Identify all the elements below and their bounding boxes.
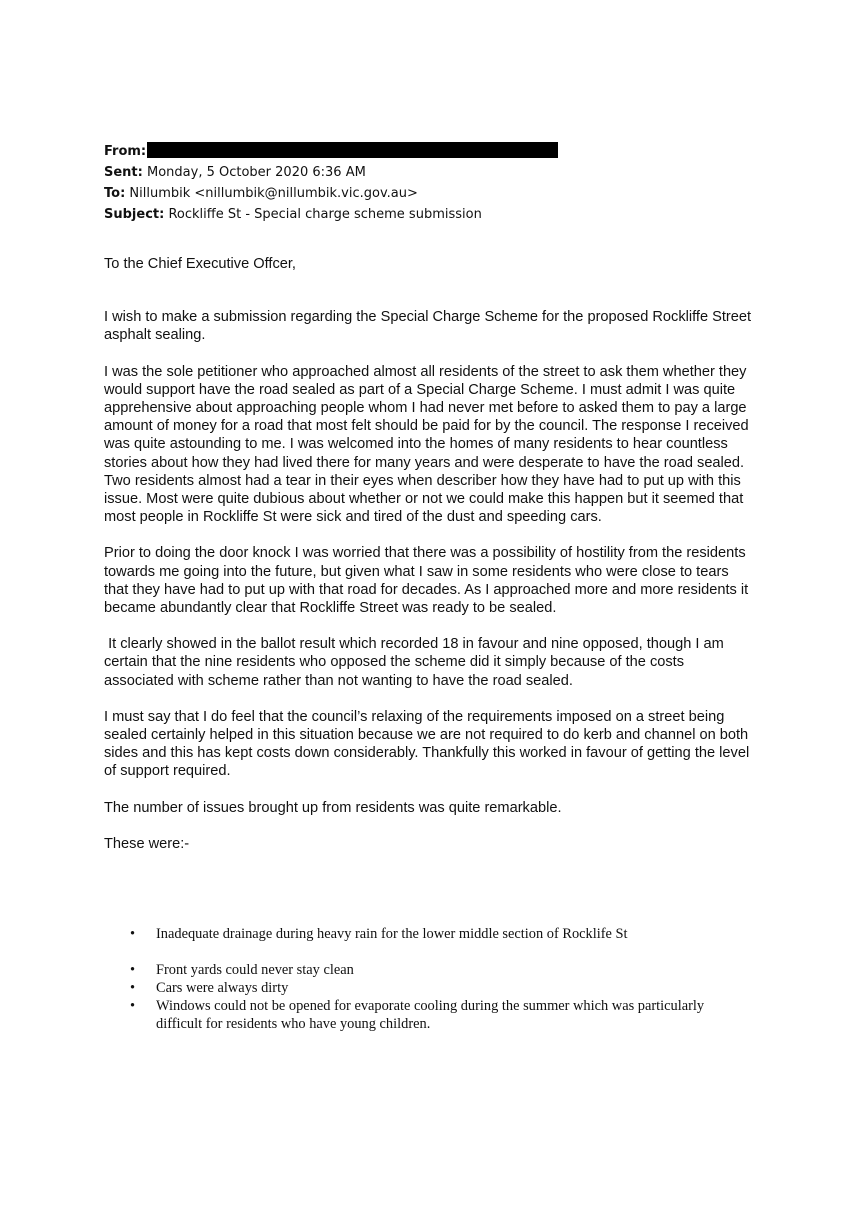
bullet-icon: • xyxy=(130,926,136,942)
from-row xyxy=(104,141,704,162)
list-item xyxy=(104,979,724,997)
paragraph-intro: I wish to make a submission regarding the Special Charge Scheme for the proposed Rockliffe Street asphalt sealing. xyxy=(104,309,752,344)
issue-text: Cars were always dirty xyxy=(156,980,289,996)
paragraph-door-knock: Prior to doing the door knock I was worried that there was a possibility of hostility from the residents towards me going into the future, but given what I saw in some residents who were close to tears that they have had to put up with that road for decades. As I approached more and more residents it became abundantly clear that Rockliffe Street was ready to be sealed. xyxy=(104,545,749,617)
to-row xyxy=(104,183,704,204)
sent-label: Sent: xyxy=(104,165,143,180)
issue-text: Windows could not be opened for evaporate cooling during the summer which was particularly difficult for residents who have young children. xyxy=(156,998,705,1032)
bullet-icon: • xyxy=(130,998,136,1014)
redacted-sender-block xyxy=(147,142,558,158)
paragraph-ballot: It clearly showed in the ballot result which recorded 18 in favour and nine opposed, though I am certain that the nine residents who opposed the scheme did it simply because of the costs associated with scheme rather than not wanting to have the road sealed. xyxy=(104,636,728,689)
subject-label: Subject: xyxy=(104,207,165,222)
greeting: To the Chief Executive Offcer, xyxy=(104,256,296,272)
bullet-icon: • xyxy=(130,962,136,978)
list-item xyxy=(104,961,724,979)
paragraph-council: I must say that I do feel that the council’s relaxing of the requirements imposed on a street being sealed certainly helped in this situation because we are not required to do kerb and channel on both sides and this has kept costs down considerably. Thankfully this worked in favour of getting the level of support required. xyxy=(104,708,750,780)
list-item xyxy=(104,997,724,1033)
subject-row xyxy=(104,204,704,225)
paragraph-petition: I was the sole petitioner who approached almost all residents of the street to ask them whether they would support have the road sealed as part of a Special Charge Scheme. I must admit I was quite apprehensive about approaching people whom I had never met before to asked them to pay a large amount of money for a road that most felt should be paid for by the council. The response I received was quite astounding to me. I was welcomed into the homes of many residents to hear countless stories about how they had lived there for many years and were desperate to have the road sealed. Two residents almost had a tear in their eyes when describer how they have had to put up with this issue. Most were quite dubious about whether or not we could make this happen but it seemed that most people in Rockliffe St were sick and tired of the dust and speeding cars. xyxy=(104,363,749,526)
issue-text: Front yards could never stay clean xyxy=(156,962,354,978)
issues-list xyxy=(104,925,724,1033)
letter-body xyxy=(104,255,754,871)
to-value: Nillumbik <nillumbik@nillumbik.vic.gov.au> xyxy=(129,186,418,201)
from-label: From: xyxy=(104,144,147,159)
to-label: To: xyxy=(104,186,126,201)
issue-text: Inadequate drainage during heavy rain for the lower middle section of Rocklife St xyxy=(156,926,628,942)
bullet-icon: • xyxy=(130,980,136,996)
paragraph-issues-intro: The number of issues brought up from residents was quite remarkable. xyxy=(104,799,562,816)
paragraph-these-were: These were:- xyxy=(104,835,190,852)
subject-value: Rockliffe St - Special charge scheme submission xyxy=(168,207,482,222)
sent-row xyxy=(104,162,704,183)
sent-value: Monday, 5 October 2020 6:36 AM xyxy=(147,165,366,180)
email-header xyxy=(104,141,704,225)
list-item xyxy=(104,925,724,943)
